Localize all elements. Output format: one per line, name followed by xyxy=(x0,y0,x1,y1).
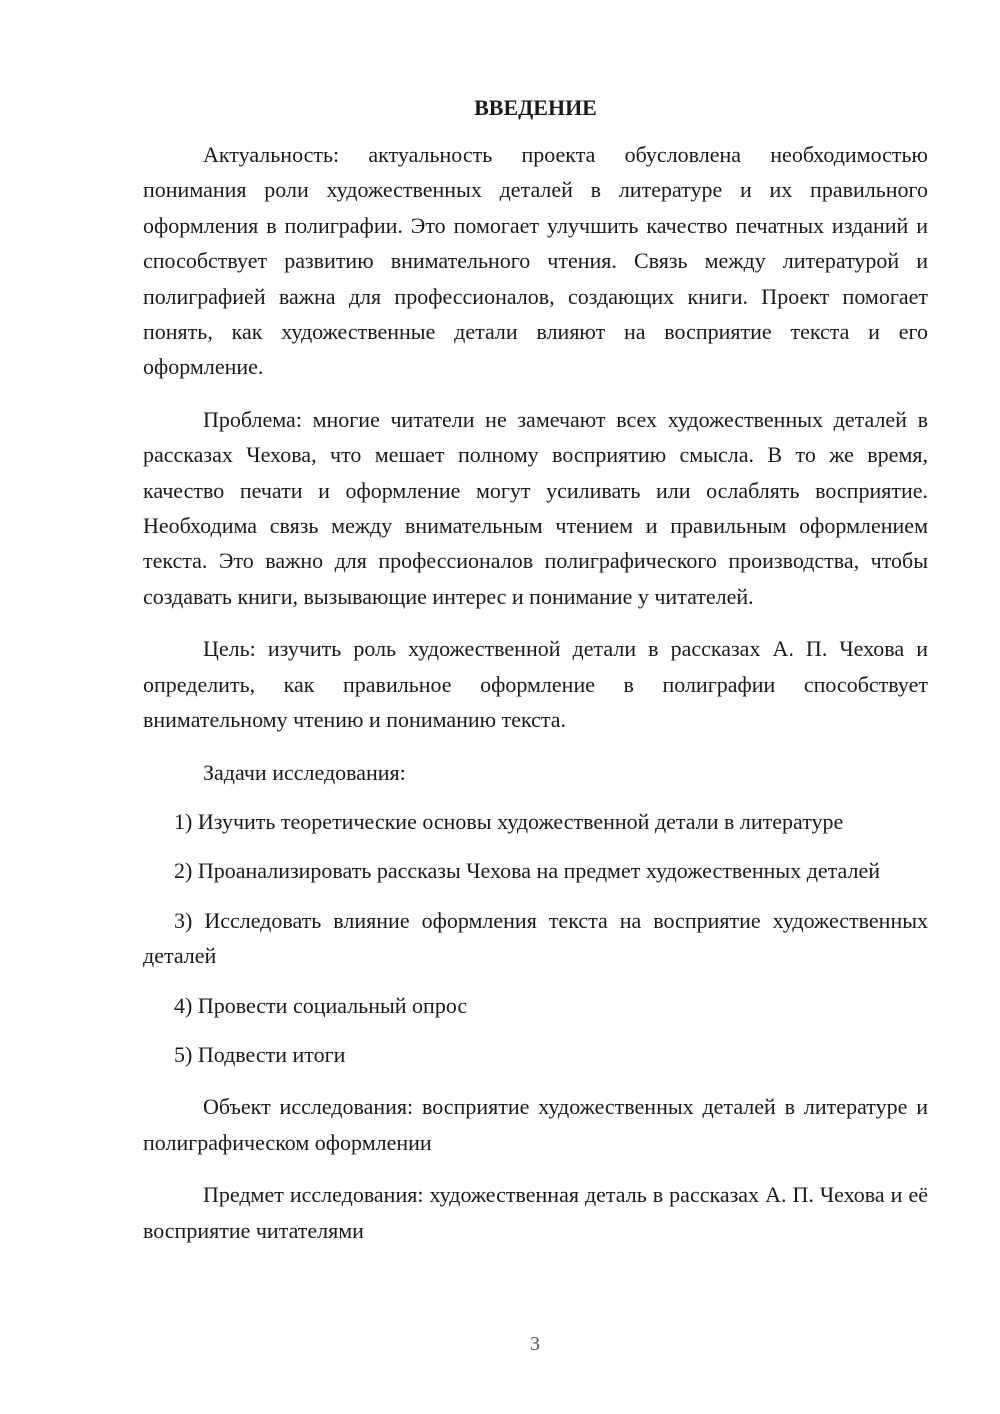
task-item-3: 3) Исследовать влияние оформления текста на восприятие художественных деталей xyxy=(143,907,928,969)
task-item-1: 1) Изучить теоретические основы художественной детали в литературе xyxy=(174,808,844,834)
section-heading: ВВЕДЕНИЕ xyxy=(474,95,597,120)
paragraph-goal: Цель: изучить роль художественной детали в рассказах А. П. Чехова и определить, как правильное оформление в полиграфии способствует внимательному чтению и пониманию текста. xyxy=(143,636,928,733)
paragraph-subject: Предмет исследования: художественная деталь в рассказах А. П. Чехова и её восприятие читателями xyxy=(143,1182,928,1243)
task-item-2: 2) Проанализировать рассказы Чехова на предмет художественных деталей xyxy=(174,858,881,884)
task-item-4: 4) Провести социальный опрос xyxy=(174,992,468,1018)
paragraph-problem: Проблема: многие читатели не замечают всех художественных деталей в рассказах Чехова, что мешает полному восприятию смысла. В то же время, качество печати и оформление могут усиливать или ослаблять восприятие. Необходима связь между внимательным чтением и правильным оформлением текста. Это важно для профессионалов полиграфического производства, чтобы создавать книги, вызывающие интерес и понимание у читателей. xyxy=(143,406,928,609)
task-item-5: 5) Подвести итоги xyxy=(174,1041,346,1067)
paragraph-relevance: Актуальность: актуальность проекта обусловлена необходимостью понимания роли художественных деталей в литературе и их правильного оформления в полиграфии. Это помогает улучшить качество печатных изданий и способствует развитию внимательного чтения. Связь между литературой и полиграфией важна для профессионалов, создающих книги. Проект помогает понять, как художественные детали влияют на восприятие текста и его оформление. xyxy=(143,142,928,380)
document-page xyxy=(143,90,928,1248)
tasks-heading: Задачи исследования: xyxy=(203,759,406,785)
paragraph-object: Объект исследования: восприятие художественных деталей в литературе и полиграфическом оформлении xyxy=(143,1094,928,1155)
page-number: 3 xyxy=(530,1333,540,1355)
